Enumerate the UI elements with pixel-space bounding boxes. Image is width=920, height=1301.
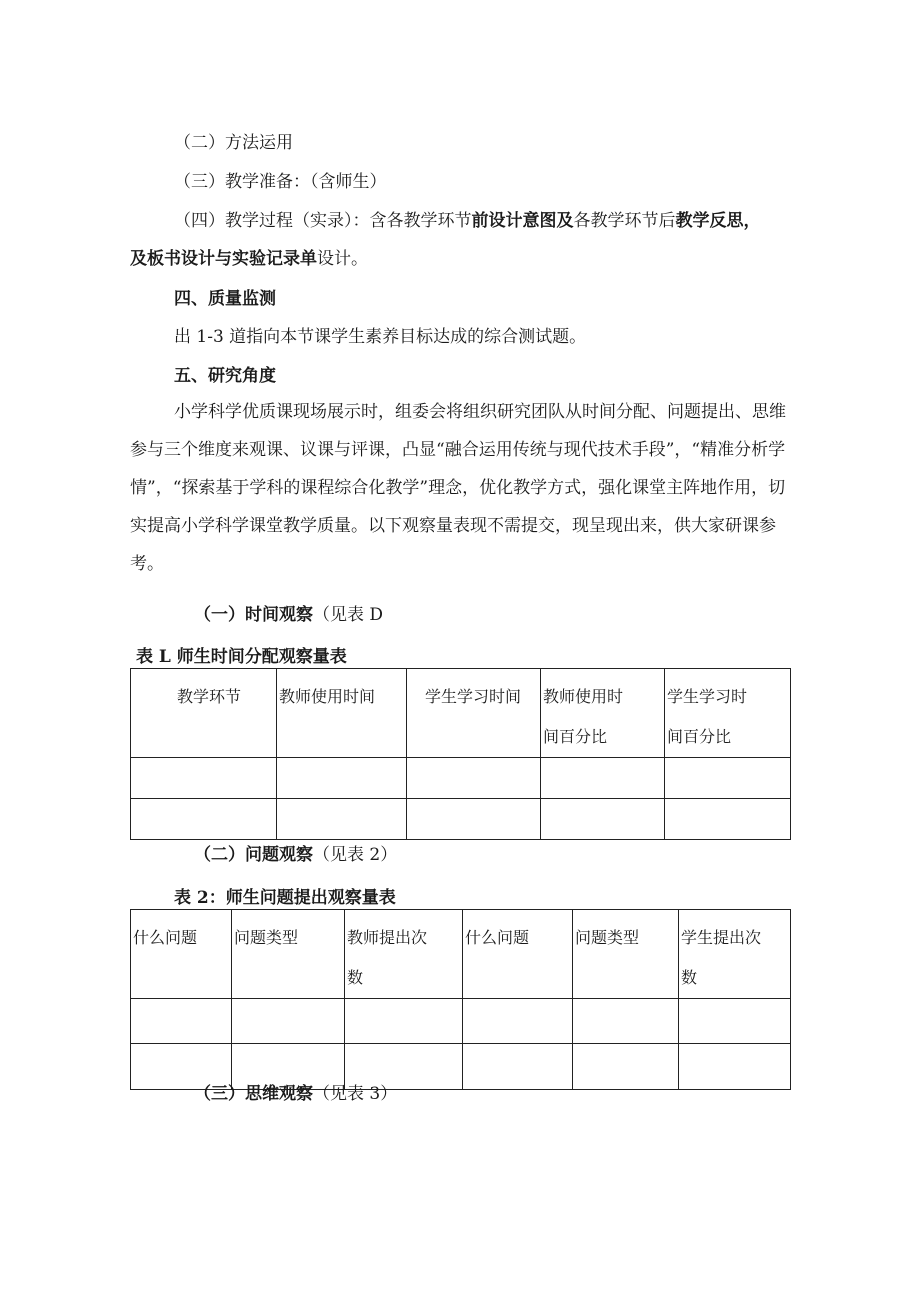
table1-header-student-pct: 学生学习时 间百分比 <box>665 669 791 758</box>
observation-time-ref: （见表 D <box>313 605 384 625</box>
table-cell[interactable] <box>131 799 277 840</box>
observation-thinking-heading <box>194 1084 397 1104</box>
question-raising-table <box>130 909 791 1090</box>
table2-header-teacher-count: 教师提出次 数 <box>345 910 463 999</box>
table-cell[interactable] <box>407 799 541 840</box>
observation-time-title: （一）时间观察 <box>194 605 313 625</box>
table-cell[interactable] <box>232 999 345 1044</box>
process-text-b: 前设计意图及 <box>471 211 574 231</box>
table2-header-teacher-question: 什么问题 <box>131 910 232 999</box>
table-row <box>131 999 791 1044</box>
table-row <box>131 758 791 799</box>
observation-thinking-title: （三）思维观察 <box>194 1084 313 1104</box>
process-text-c: 各教学环节后 <box>573 211 676 231</box>
table-row <box>131 1044 791 1090</box>
table-cell[interactable] <box>541 799 665 840</box>
table2-header-student-question: 什么问题 <box>463 910 573 999</box>
observation-thinking-ref: （见表 3） <box>313 1084 398 1104</box>
table2-header-student-type: 问题类型 <box>573 910 679 999</box>
table1-caption: 表 L 师生时间分配观察量表 <box>136 647 347 667</box>
process-text-a: （四）教学过程（实录）：含各教学环节 <box>174 211 472 231</box>
table-cell[interactable] <box>131 1044 232 1090</box>
table2-header-student-count: 学生提出次 数 <box>679 910 791 999</box>
table-cell[interactable] <box>345 999 463 1044</box>
table-cell[interactable] <box>277 799 407 840</box>
table-cell[interactable] <box>463 999 573 1044</box>
section-process-line1 <box>174 211 761 231</box>
table-cell[interactable] <box>541 758 665 799</box>
table2-caption: 表 2：师生问题提出观察量表 <box>174 888 396 908</box>
observation-question-heading <box>194 845 397 865</box>
section-process-line2 <box>130 249 368 269</box>
table-cell[interactable] <box>131 758 277 799</box>
table2-header-teacher-type: 问题类型 <box>232 910 345 999</box>
observation-question-title: （二）问题观察 <box>194 845 313 865</box>
table1-header-student-time: 学生学习时间 <box>407 669 541 758</box>
table-cell[interactable] <box>573 1044 679 1090</box>
table-cell[interactable] <box>573 999 679 1044</box>
table1-header-stage: 教学环节 <box>131 669 277 758</box>
table-cell[interactable] <box>232 1044 345 1090</box>
research-angle-paragraph: 小学科学优质课现场展示时，组委会将组织研究团队从时间分配、问题提出、思维参与三个维度来观课、议课与评课，凸显“融合运用传统与现代技术手段”，“精准分析学情”，“探索基于学科的课程综合化教学”理念，优化教学方式，强化课堂主阵地作用，切实提高小学科学课堂教学质量。以下观察量表现不需提交，现呈现出来，供大家研课参考。 <box>130 402 786 574</box>
table-cell[interactable] <box>345 1044 463 1090</box>
table-cell[interactable] <box>131 999 232 1044</box>
table-cell[interactable] <box>665 799 791 840</box>
process-text-d: 教学反思， <box>675 211 761 231</box>
table-cell[interactable] <box>679 1044 791 1090</box>
table-cell[interactable] <box>277 758 407 799</box>
observation-question-ref: （见表 2） <box>313 845 398 865</box>
quality-monitoring-text: 出 1-3 道指向本节课学生素养目标达成的综合测试题。 <box>174 327 587 347</box>
table-cell[interactable] <box>665 758 791 799</box>
table-row <box>131 799 791 840</box>
table1-header-teacher-time: 教师使用时间 <box>277 669 407 758</box>
time-allocation-table <box>130 668 791 840</box>
section-method: （二）方法运用 <box>174 133 293 153</box>
section-preparation: （三）教学准备：（含师生） <box>174 172 387 192</box>
process-text-f: 设计。 <box>317 249 368 269</box>
table1-header-teacher-pct: 教师使用时 间百分比 <box>541 669 665 758</box>
observation-time-heading <box>194 605 383 625</box>
table-cell[interactable] <box>679 999 791 1044</box>
heading-research-angle: 五、研究角度 <box>174 366 276 386</box>
table-cell[interactable] <box>407 758 541 799</box>
table-cell[interactable] <box>463 1044 573 1090</box>
process-text-e: 及板书设计与实验记录单 <box>130 249 317 269</box>
heading-quality-monitoring: 四、质量监测 <box>174 289 276 309</box>
